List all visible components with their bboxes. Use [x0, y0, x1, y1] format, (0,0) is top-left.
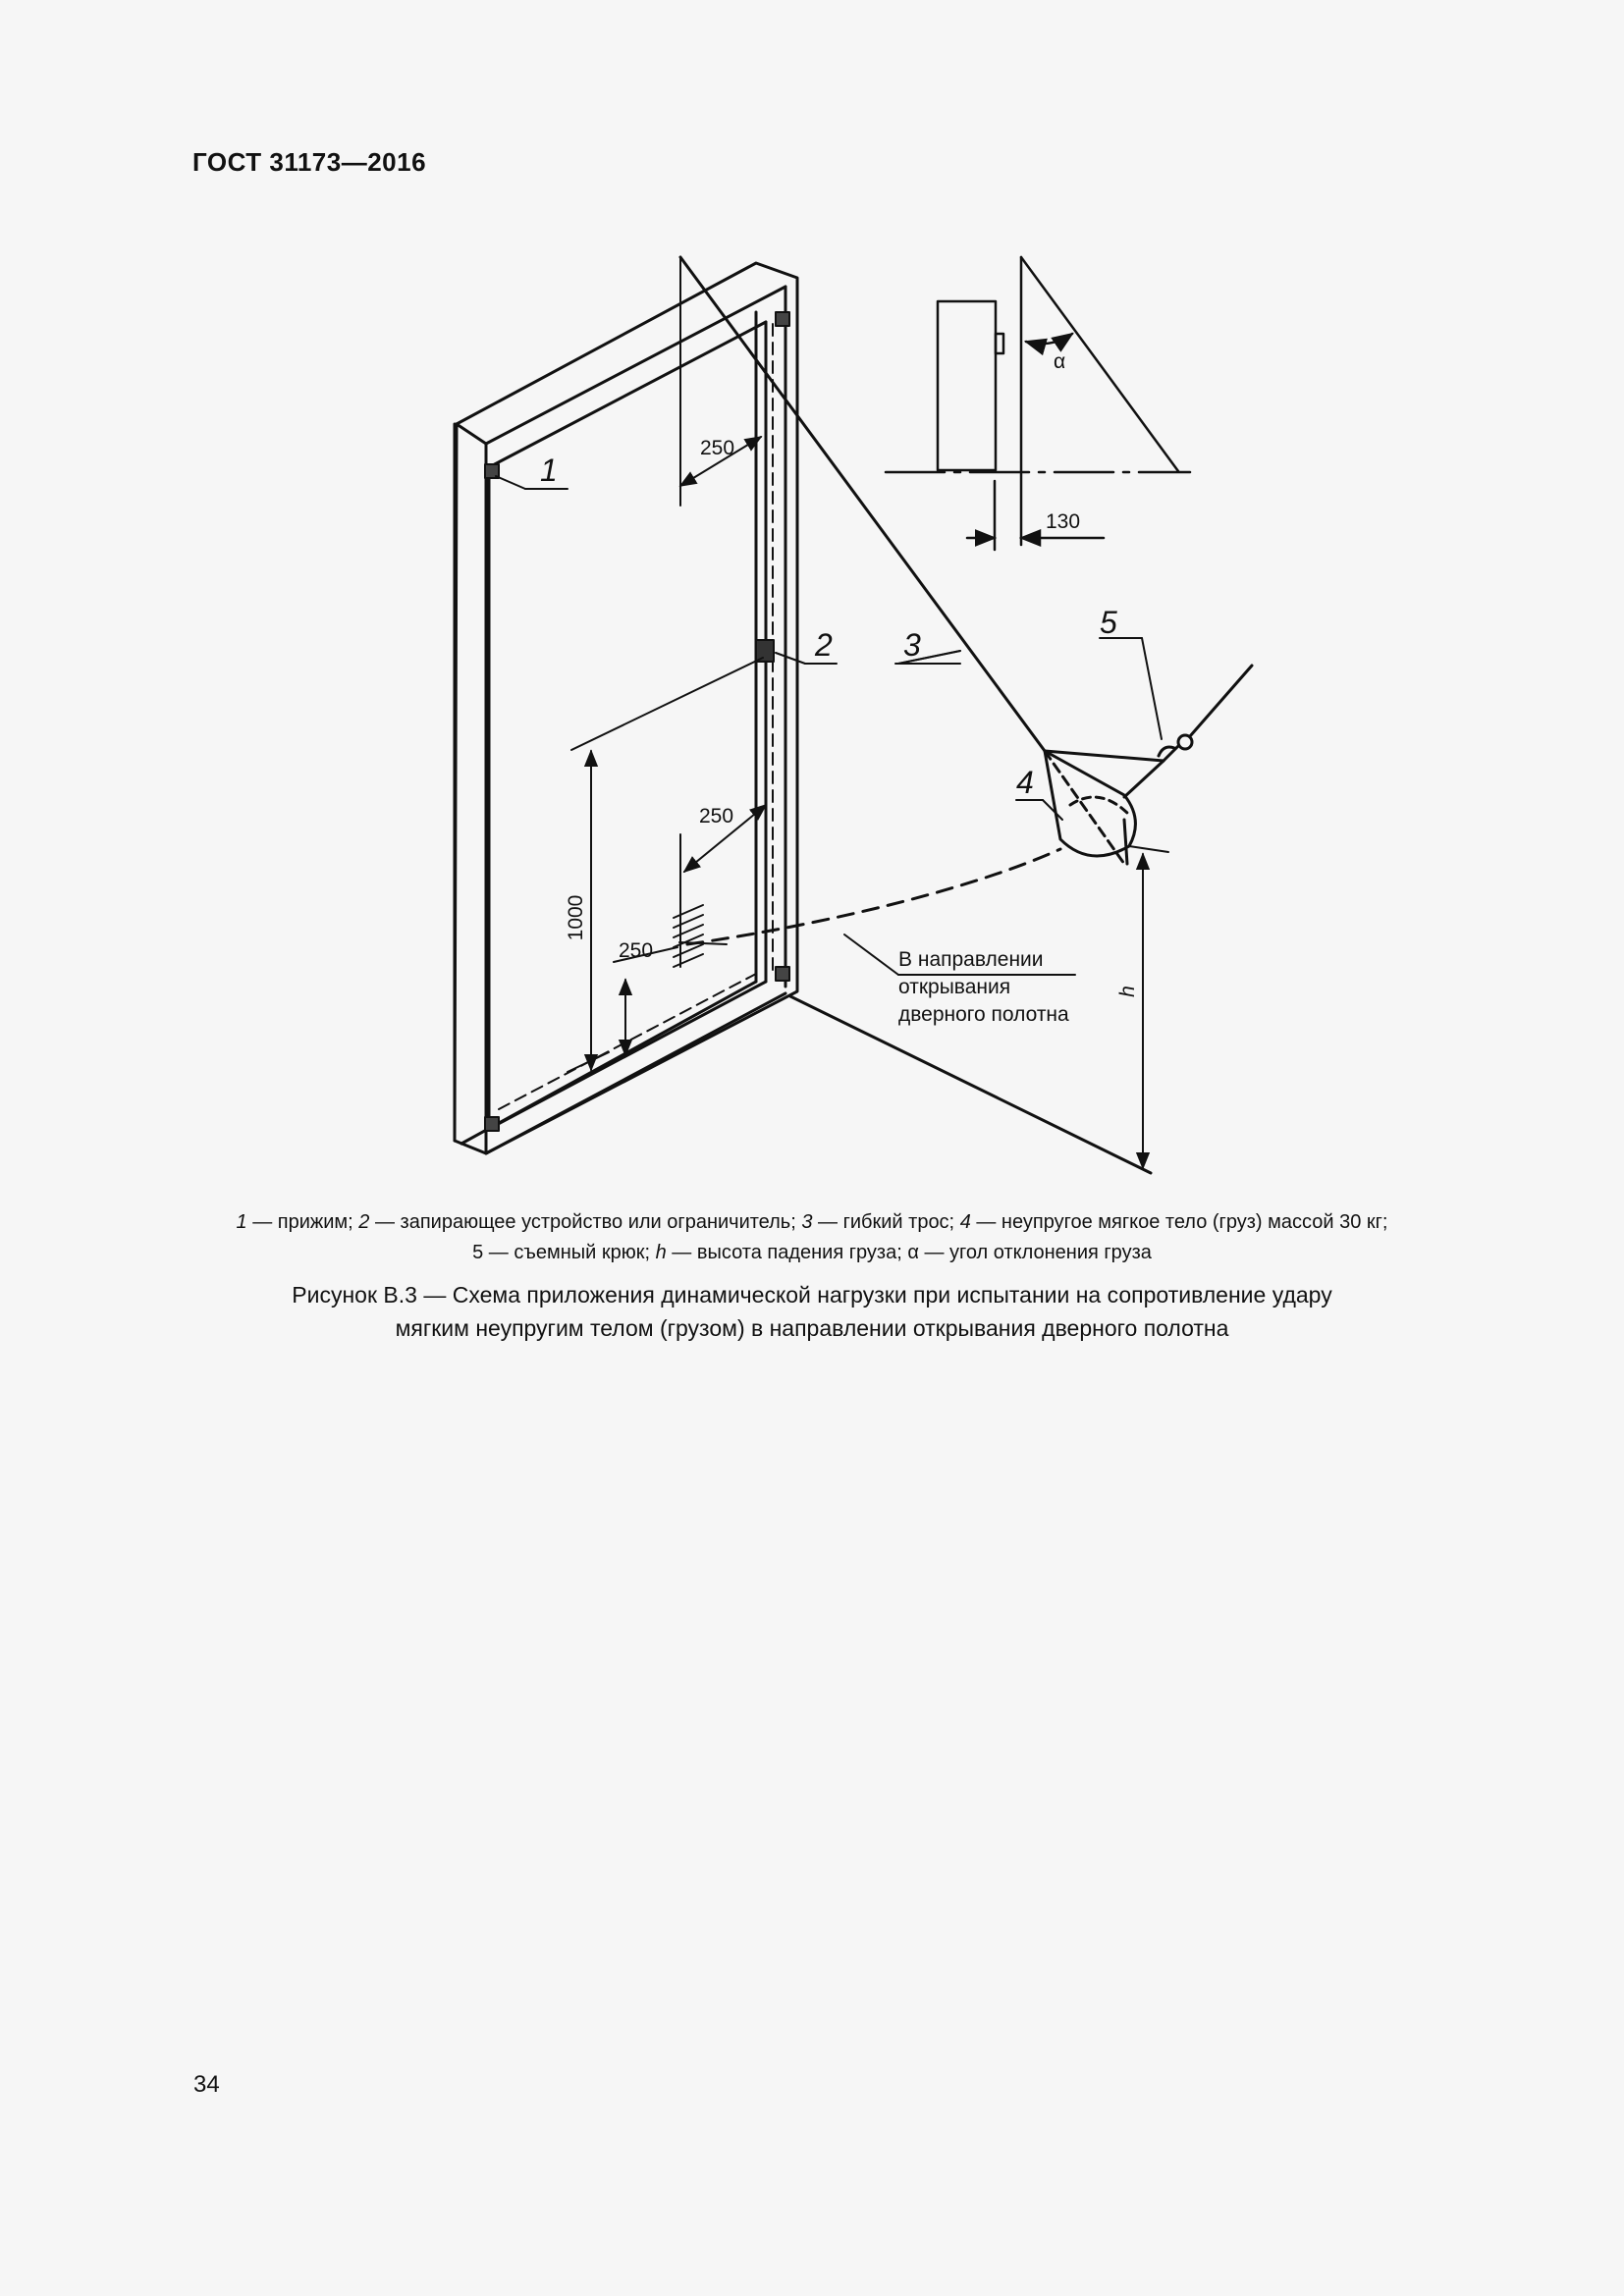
- inset-side-view: [886, 257, 1190, 550]
- angle-alpha: α: [1054, 350, 1066, 373]
- callout-2: 2: [815, 627, 833, 663]
- dim-text-130: 130: [1046, 510, 1081, 533]
- legend-num-4: 4: [959, 1211, 971, 1233]
- swing-trajectory: [687, 849, 1060, 944]
- figure-legend: [147, 1207, 1477, 1268]
- dimension-left-250: [614, 947, 677, 1055]
- direction-note-line1: В направлении: [898, 948, 1044, 971]
- removable-hook: [1159, 666, 1252, 761]
- callout-5: 5: [1100, 605, 1117, 640]
- locking-device: [756, 640, 774, 662]
- impact-point-marker: [674, 905, 727, 967]
- clamp-markers: [485, 312, 789, 1131]
- load-body: [1045, 751, 1164, 864]
- legend-text-5: — съемный крюк;: [483, 1242, 656, 1263]
- legend-text-h: — высота падения груза; α — угол отклонения груза: [666, 1242, 1152, 1263]
- legend-line-1: [147, 1207, 1477, 1238]
- legend-num-2: 2: [358, 1211, 370, 1233]
- legend-text-3: — гибкий трос;: [812, 1211, 960, 1233]
- caption-line-2: мягким неупругим телом (грузом) в направлении открывания дверного полотна: [395, 1315, 1229, 1341]
- legend-line-2: [147, 1238, 1477, 1268]
- dim-text-1000: 1000: [565, 894, 587, 941]
- legend-num-3: 3: [801, 1211, 813, 1233]
- direction-note-line2: открывания: [898, 976, 1011, 998]
- legend-num-1: 1: [236, 1211, 247, 1233]
- document-code: ГОСТ 31173—2016: [192, 147, 427, 177]
- dim-text-h: h: [1116, 986, 1139, 997]
- dim-text-top-250: 250: [700, 437, 735, 459]
- legend-text-4: — неупругое мягкое тело (груз) массой 30 кг;: [970, 1211, 1388, 1233]
- caption-line-1: Рисунок В.3 — Схема приложения динамической нагрузки при испытании на сопротивление удару: [292, 1282, 1332, 1308]
- callout-leaders: [496, 476, 1162, 975]
- direction-note-line3: дверного полотна: [898, 1003, 1069, 1026]
- dim-text-left-250: 250: [619, 939, 654, 962]
- legend-text-1: — прижим;: [246, 1211, 359, 1233]
- flexible-cable: [680, 257, 1045, 751]
- legend-num-h: h: [655, 1242, 667, 1263]
- dimension-height-h: [1129, 846, 1168, 1168]
- callout-1: 1: [540, 453, 558, 488]
- callout-3: 3: [903, 627, 921, 663]
- dimension-top-250: [680, 257, 761, 506]
- page-number: 34: [193, 2071, 220, 2098]
- legend-num-5: 5: [472, 1242, 484, 1263]
- legend-text-2: — запирающее устройство или ограничитель;: [369, 1211, 802, 1233]
- callout-4: 4: [1016, 765, 1034, 800]
- figure-caption: [147, 1278, 1477, 1345]
- dim-text-mid-250: 250: [699, 805, 734, 828]
- dimension-vertical-1000: [568, 658, 763, 1072]
